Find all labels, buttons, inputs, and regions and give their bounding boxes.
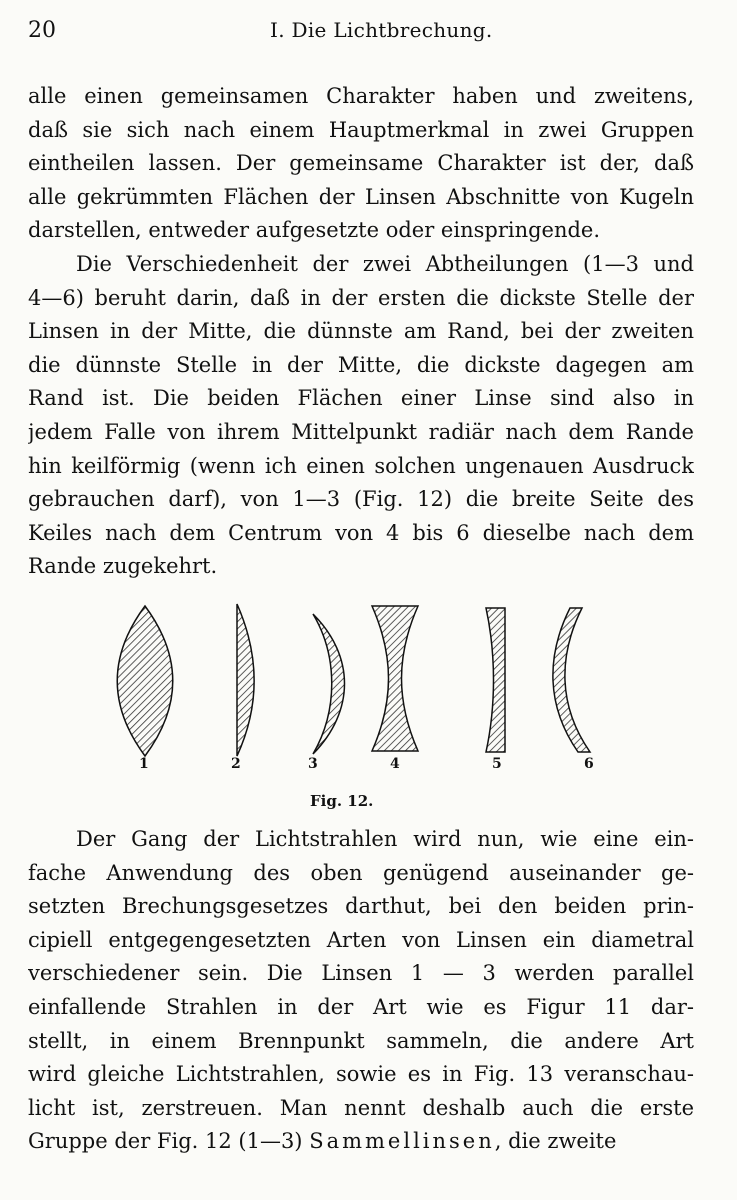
lens-label: 5 [492, 756, 502, 772]
paragraph-2 [28, 248, 694, 584]
lens-label: 1 [139, 756, 149, 772]
lens-5-planoconcave [486, 608, 505, 752]
text-line: einfallende Strahlen in der Art wie es Figur 11 dar- [28, 994, 694, 1019]
text-line: hin keilförmig (wenn ich einen solchen ungenauen Ausdruck [28, 453, 694, 478]
text-line: wird gleiche Lichtstrahlen, sowie es in Fig. 13 veranschau- [28, 1062, 694, 1087]
text-line: Keiles nach dem Centrum von 4 bis 6 dieselbe nach dem [28, 520, 694, 545]
text-line: alle einen gemeinsamen Charakter haben und zweitens, [28, 84, 694, 108]
lens-label: 2 [231, 756, 241, 772]
text-line: daß sie sich nach einem Hauptmerkmal in zwei Gruppen [28, 117, 694, 142]
text-line: fache Anwendung des oben genügend auseinander ge- [28, 860, 694, 885]
running-head: I. Die Lichtbrechung. [270, 18, 493, 42]
lens-label: 4 [390, 756, 400, 772]
lens-3-meniscus [313, 614, 345, 754]
text-line: 4—6) beruht darin, daß in der ersten die dickste Stelle der [28, 285, 694, 310]
lens-illustration [100, 596, 660, 766]
lens-4-biconcave [372, 606, 418, 751]
lens-2-planoconvex [237, 604, 254, 756]
lens-1-biconvex [117, 606, 173, 756]
text-line: gebrauchen darf), von 1—3 (Fig. 12) die breite Seite des [28, 487, 694, 512]
text-line: setzten Brechungsgesetzes darthut, bei den beiden prin- [28, 894, 694, 919]
lens-6-meniscus [553, 608, 590, 752]
page-number: 20 [28, 18, 56, 43]
text-line: Der Gang der Lichtstrahlen wird nun, wie eine ein- [76, 827, 694, 851]
text-line: eintheilen lassen. Der gemeinsame Charakter ist der, daß [28, 151, 694, 176]
text-line: verschiedener sein. Die Linsen 1 — 3 werden parallel [28, 961, 694, 986]
text-segment: Gruppe der Fig. 12 (1—3) [28, 1129, 310, 1154]
text-line: cipiell entgegengesetzten Arten von Linsen ein diametral [28, 927, 694, 952]
text-line: darstellen, entweder aufgesetzte oder einspringende. [28, 218, 601, 243]
paragraph-1 [28, 80, 694, 248]
text-line: Rande zugekehrt. [28, 554, 218, 579]
text-line: Rand ist. Die beiden Flächen einer Linse sind also in [28, 386, 694, 411]
text-line: jedem Falle von ihrem Mittelpunkt radiär nach dem Rande [28, 419, 694, 444]
text-line: stellt, in einem Brennpunkt sammeln, die andere Art [28, 1028, 694, 1053]
text-line: licht ist, zerstreuen. Man nennt deshalb auch die erste [28, 1095, 694, 1120]
text-line-final [28, 1125, 694, 1159]
paragraph-3 [28, 823, 694, 1159]
text-line: Linsen in der Mitte, die dünnste am Rand, bei der zweiten [28, 319, 694, 344]
lens-label: 3 [308, 756, 318, 772]
lens-figure [100, 596, 660, 816]
emphasis-term: Sammellinsen [309, 1129, 495, 1154]
figure-caption: Fig. 12. [310, 792, 374, 810]
text-line: Die Verschiedenheit der zwei Abtheilungen (1—3 und [76, 252, 694, 276]
text-line: alle gekrümmten Flächen der Linsen Abschnitte von Kugeln [28, 184, 694, 209]
text-line: die dünnste Stelle in der Mitte, die dickste dagegen am [28, 352, 694, 377]
page-header [28, 8, 708, 44]
lens-label: 6 [584, 756, 594, 772]
text-segment: , die zweite [494, 1129, 617, 1154]
